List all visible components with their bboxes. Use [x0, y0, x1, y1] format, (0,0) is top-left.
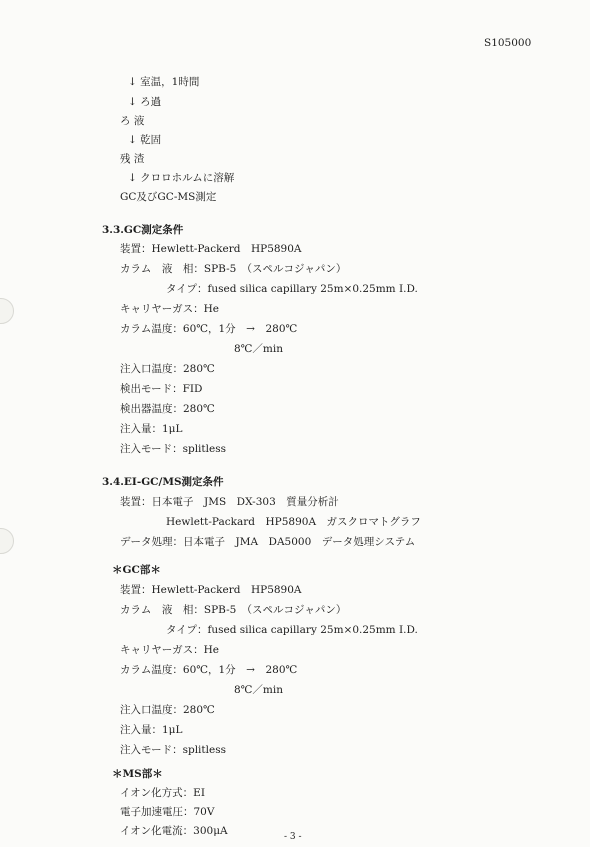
condition-line: 注入量：1μL: [120, 423, 183, 435]
procedure-step: ↓ ろ過: [128, 96, 162, 108]
condition-line: 注入モード：splitless: [120, 744, 226, 756]
condition-line: イオン化電流：300μA: [120, 825, 228, 837]
condition-line: キャリヤーガス：He: [120, 644, 219, 656]
condition-line: 装置：Hewlett-Packerd HP5890A: [120, 584, 302, 596]
procedure-step: ↓ 室温，1時間: [128, 76, 200, 88]
condition-line: 注入モード：splitless: [120, 443, 226, 455]
condition-line: Hewlett-Packard HP5890A ガスクロマトグラフ: [166, 516, 421, 528]
condition-line: カラム温度：60℃，1分 → 280℃: [120, 323, 298, 335]
condition-line: データ処理：日本電子 JMA DA5000 データ処理システム: [120, 536, 416, 548]
condition-line: 注入口温度：280℃: [120, 363, 215, 375]
punch-hole-mark: [0, 298, 14, 324]
condition-line: 8℃／min: [234, 343, 284, 355]
condition-line: 検出モード：FID: [120, 383, 203, 395]
procedure-product: 残 渣: [120, 153, 145, 165]
condition-line: タイプ：fused silica capillary 25m×0.25mm I.D.: [166, 283, 418, 295]
condition-line: 装置：日本電子 JMS DX-303 質量分析計: [120, 496, 339, 508]
condition-line: 注入量：1μL: [120, 724, 183, 736]
condition-line: カラム 液 相：SPB-5 （スペルコジャパン）: [120, 604, 347, 616]
condition-line: キャリヤーガス：He: [120, 303, 219, 315]
condition-line: 装置：Hewlett-Packerd HP5890A: [120, 243, 302, 255]
condition-line: 電子加速電圧：70V: [120, 806, 215, 818]
document-id: S105000: [484, 37, 532, 49]
condition-line: 8℃／min: [234, 684, 284, 696]
procedure-step: ↓ クロロホルムに溶解: [128, 172, 235, 184]
section-heading: 3.3.GC測定条件: [102, 224, 184, 236]
subsection-heading: ＊GC部＊: [112, 564, 161, 576]
section-heading: 3.4.EI-GC/MS測定条件: [102, 476, 224, 488]
condition-line: 検出器温度：280℃: [120, 403, 215, 415]
condition-line: 注入口温度：280℃: [120, 704, 215, 716]
condition-line: カラム温度：60℃，1分 → 280℃: [120, 664, 298, 676]
page-number: - 3 -: [284, 832, 302, 842]
procedure-product: ろ 液: [120, 115, 145, 127]
procedure-step: ↓ 乾固: [128, 134, 162, 146]
procedure-step: GC及びGC-MS測定: [120, 191, 217, 203]
condition-line: カラム 液 相：SPB-5 （スペルコジャパン）: [120, 263, 347, 275]
punch-hole-mark: [0, 528, 14, 554]
condition-line: イオン化方式：EI: [120, 787, 205, 799]
subsection-heading: ＊MS部＊: [112, 768, 163, 780]
condition-line: タイプ：fused silica capillary 25m×0.25mm I.D.: [166, 624, 418, 636]
